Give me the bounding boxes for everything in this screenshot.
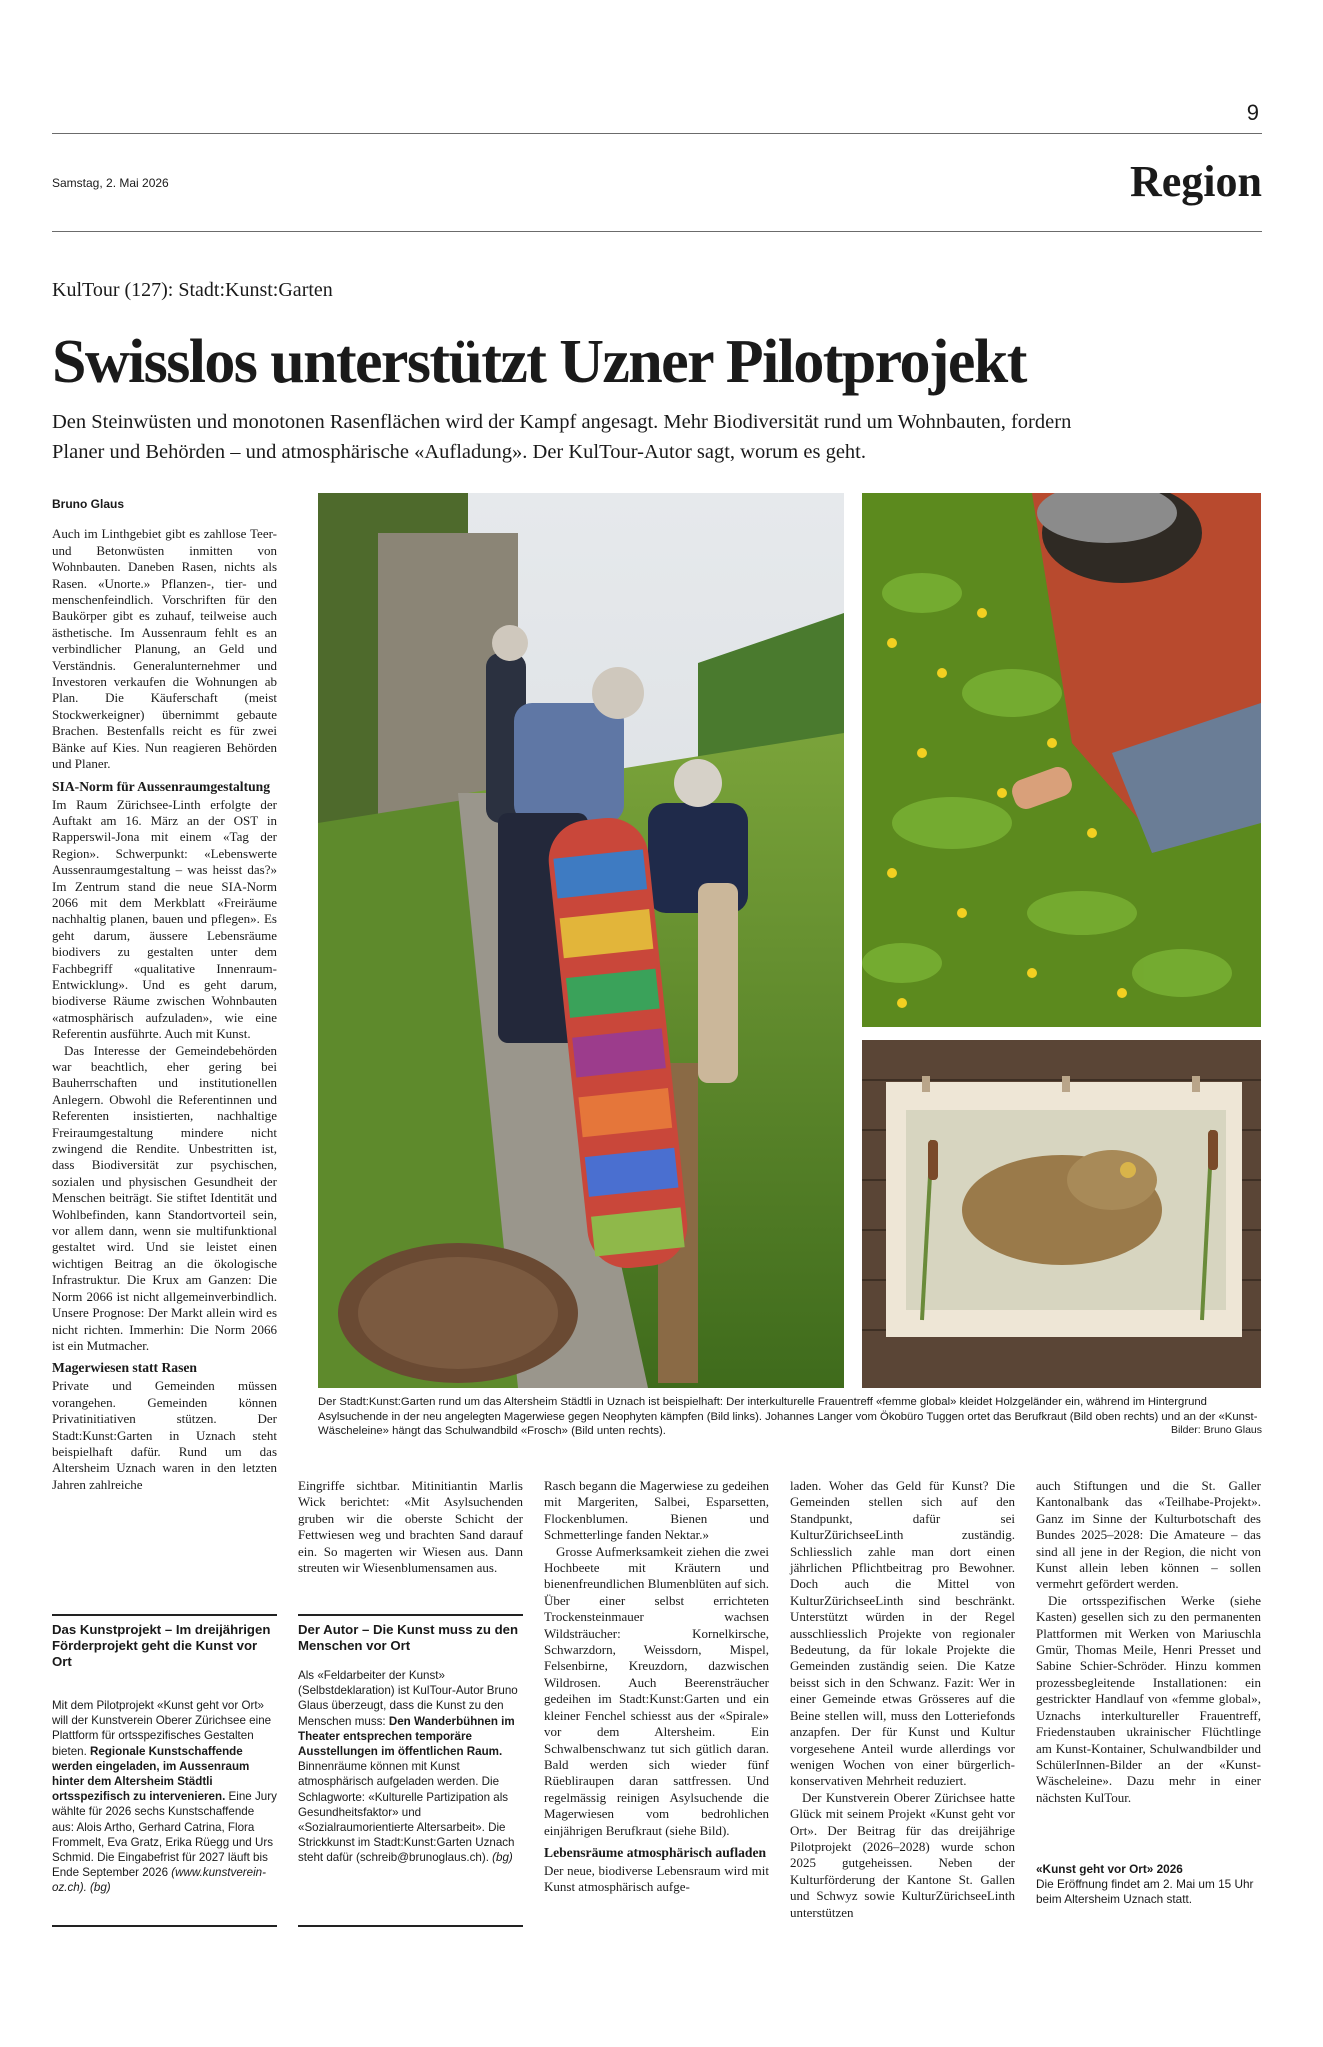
box-link[interactable]: (www.kunstverein-oz.ch). (bg)	[52, 1866, 266, 1895]
article-column-1	[52, 496, 277, 1493]
photo-frog-school-poster	[862, 1040, 1261, 1388]
photo-credit: Bilder: Bruno Glaus	[1170, 1424, 1262, 1436]
article-column-2	[298, 1478, 523, 1576]
kunstprojekt-box	[52, 1614, 277, 1927]
paragraph: Der neue, biodiverse Lebensraum wird mit Kunst atmosphärisch aufge-	[544, 1862, 769, 1895]
photo-caption: Der Stadt:Kunst:Garten rund um das Altersheim Städtli in Uznach ist beispielhaft: Der interkulturelle Frauentreff «femme global» kleidet Holzgeländer ein, während im Hintergrund Asylsuchende in der neu angelegten Magerwiese gegen Neophyten kämpfen (Bild links). Johannes Langer vom Ökobüro Tuggen ortet das Berufkraut (Bild oben rechts) und an der «Kunst-Wäscheleine» hängt das Schulwandbild «Frosch» (Bild unten rechts).	[318, 1396, 1258, 1437]
article-headline: Swisslos unterstützt Uzner Pilotprojekt	[52, 328, 1026, 396]
byline: Bruno Glaus	[52, 497, 125, 511]
paragraph: Der Kunstverein Oberer Zürichsee hatte Glück mit seinem Projekt «Kunst geht vor Ort». Der Beitrag für das dreijährige Pilotprojekt (2026–2028) wurde schon 2025 gutgeheissen. Neben der Kulturförderung der Kantone St. Gallen und Schwyz sowie KulturZürichseeLinth unterstützen	[790, 1789, 1015, 1920]
article-column-5	[1036, 1478, 1261, 1806]
frog-poster-image	[862, 1040, 1261, 1388]
paragraph: Eingriffe sichtbar. Mitinitiantin Marlis Wick berichtet: «Mit Asylsuchenden gruben wir die oberste Schicht der Fettwiesen weg und brachten Sand darauf ein. So magerten wir Wiesen aus. Dann streuten wir Wiesenblumensamen aus.	[298, 1478, 523, 1576]
box-bottom-rule	[52, 1925, 277, 1927]
paragraph: Private und Gemeinden müssen vorangehen. Gemeinden können Privatinitiativen stützen. Der Stadt:Kunst:Garten in Uznach steht beispielhaft dafür. Rund um das Altersheim Uznach waren in den letzten Jahren zahlreiche	[52, 1378, 277, 1492]
autor-box	[298, 1614, 523, 1927]
paragraph: Auch im Linthgebiet gibt es zahllose Teer- und Betonwüsten inmitten von Wohnbauten. Daneben Rasen, nichts als Rasen. «Unorte.» Pflanzen-, tier- und menschenfeindlich. Vorschriften für den Baukörper gibt es zuhauf, teilweise auch ästhetische. Im Aussenraum fehlt es an verbindlicher Planung, an Geld und Verständnis. Generalunternehmer und Investoren verkaufen die Wohnungen ab Plan. Die Käuferschaft (meist Stockwerkeigner) übernimmt gebaute Brachen. Bestenfalls reicht es für zwei Bänke auf Kies. Nun reagieren Behörden und Planer.	[52, 526, 277, 772]
box-text: Als «Feldarbeiter der Kunst» (Selbstdeklaration) ist KulTour-Autor Bruno Glaus überzeugt, dass die Kunst zu den Menschen muss:	[298, 1669, 518, 1728]
info-note-title: «Kunst geht vor Ort» 2026	[1036, 1862, 1183, 1876]
paragraph: laden. Woher das Geld für Kunst? Die Gemeinden stellen sich auf den Standpunkt, dafür sei KulturZürichseeLinth zuständig. Schliesslich zahle man dort einen jährlichen Pflichtbeitrag pro Bewohner. Doch auch die Mittel von KulturZürichseeLinth sind beschränkt. Unterstützt würden in der Regel ausschliesslich Projekte von regionaler Bedeutung, da für lokale Projekte die Gemeinden zuständig seien. Die Katze beisst sich in den Schwanz. Fazit: Wer in einer Gemeinde etwas Grösseres auf die Beine stellen will, muss den Lotteriefonds anzapfen. Der für Kunst und Kultur vorgesehene Anteil wurde allerdings vor wenigen Wochen von einer bürgerlich-konservativen Mehrheit reduziert.	[790, 1478, 1015, 1789]
article-column-4	[790, 1478, 1015, 1921]
photo-man-pointing-meadow	[862, 493, 1261, 1027]
paragraph: auch Stiftungen und die St. Galler Kantonalbank das «Teilhabe-Projekt». Ganz im Sinne der Kulturbotschaft des Bundes 2025–2028: Die Amateure – das sind all jene in der Region, die nicht von Kunst allein leben können – sollen vermehrt gefördert werden.	[1036, 1478, 1261, 1592]
paragraph: Das Interesse der Gemeindebehörden war beachtlich, eher gering bei Bauherrschaften und institutionellen Anlegern. Obwohl die Referentinnen und Referenten insistierten, nachhaltige Freiraumgestaltung mindere nicht zwingend die Rendite. Unbestritten ist, dass Biodiversität zur psychischen, sozialen und physischen Gesundheit der Menschen beiträgt. Sie stiftet Identität und Wohlbefinden, kann Standortvorteil sein, vor allem dann, wenn sie multifunktional gestaltet wird. Und sie leistet einen wichtigen Beitrag an die ökologische Infrastruktur. Die Krux am Ganzen: Die Norm 2066 ist nicht allgemeinverbindlich. Unsere Prognose: Der Markt allein wird es nicht richten. Immerhin: Die Norm 2066 ist ein Mutmacher.	[52, 1042, 277, 1353]
meadow-image	[862, 493, 1261, 1027]
knitted-railing-image	[318, 493, 844, 1388]
page-number: 9	[1246, 100, 1259, 125]
paragraph: Die ortsspezifischen Werke (siehe Kasten) gesellen sich zu den permanenten Plattformen mit Werken von Mariuschla Gmür, Thomas Meile, Henri Presset und Sabine Schier-Schröder. Hinzu kommen prozessbegleitende Installationen: ein gestrickter Handlauf von «femme global», Uznachs interkultureller Frauentreff, Friedenstauben ukrainischer Flüchtlinge am Kunst-Kontainer, Schulwandbilder und SchülerInnen-Bilder an der «Kunst-Wäscheleine». Dazu mehr in einer nächsten KulTour.	[1036, 1592, 1261, 1805]
box-title: Das Kunstprojekt – Im dreijährigen Förderprojekt geht die Kunst vor Ort	[52, 1622, 271, 1669]
section-title: Region	[1130, 157, 1262, 206]
subheading: Lebensräume atmosphärisch aufladen	[544, 1844, 767, 1860]
paragraph: Grosse Aufmerksamkeit ziehen die zwei Hochbeete mit Kräutern und bienenfreundlichen Blumenblüten auf sich. Über einer selbst errichteten Trockensteinmauer wachsen Wildsträucher: Kornelkirsche, Schwarzdorn, Weissdorn, Mispel, Felsenbirne, Kreuzdorn, dazwischen Wildrosen. Auch Beerensträucher gedeihen im Stadt:Kunst:Garten und ein kleiner Fenchel schiesst aus der «Spirale» vor dem Altersheim. Ein Schwalbenschwanz tut sich gütlich daran. Bald werden sich wieder fünf Rüebliraupen daran sattfressen. Und regelmässig reinigen Asylsuchende die Magerwiesen vom bedrohlichen einjährigen Berufkraut (siehe Bild).	[544, 1543, 769, 1838]
box-body	[52, 1698, 277, 1896]
info-note-text: Die Eröffnung findet am 2. Mai um 15 Uhr beim Altersheim Uznach statt.	[1036, 1877, 1254, 1906]
box-bottom-rule	[298, 1925, 523, 1927]
issue-date: Samstag, 2. Mai 2026	[52, 176, 169, 190]
subheading: SIA-Norm für Aussenraumgestaltung	[52, 778, 271, 794]
box-text-bold: Regionale Kunstschaffende werden eingeladen, im Aussenraum hinter dem Altersheim Städtli ortsspezifisch zu intervenieren.	[52, 1744, 250, 1804]
box-text: Eine Jury wählte für 2026 sechs Kunstschaffende aus: Alois Artho, Gerhard Catrina, Flora Frommelt, Eva Gratz, Erika Rüegg und Urs Schmid. Die Eingabefrist für 2027 läuft bis Ende September 2026	[52, 1790, 277, 1880]
article-column-3	[544, 1478, 769, 1896]
box-body	[298, 1668, 523, 1866]
box-title: Der Autor – Die Kunst muss zu den Menschen vor Ort	[298, 1622, 519, 1653]
info-note	[1036, 1862, 1261, 1907]
top-rule	[52, 133, 1262, 134]
box-text: Mit dem Pilotprojekt «Kunst geht vor Ort» will der Kunstverein Oberer Zürichsee eine Plattform für ortsspezifisches Gestalten bieten.	[52, 1699, 272, 1758]
box-text: Binnenräume können mit Kunst atmosphärisch aufgeladen werden. Die Schlagworte: «Kulturelle Partizipation als Gesundheitsfaktor» und «Sozialraumorientierte Altersarbeit». Die Strickkunst im Stadt:Kunst:Garten Uznach steht dafür (schreib@brunoglaus.ch).	[298, 1760, 515, 1865]
box-text-italic: (bg)	[492, 1851, 513, 1865]
paragraph: Rasch begann die Magerwiese zu gedeihen mit Margeriten, Salbei, Esparsetten, Flockenblumen. Bienen und Schmetterlinge fanden Nektar.»	[544, 1478, 769, 1543]
article-kicker: KulTour (127): Stadt:Kunst:Garten	[52, 279, 333, 301]
article-lead: Den Steinwüsten und monotonen Rasenflächen wird der Kampf angesagt. Mehr Biodiversität rund um Wohnbauten, fordern Planer und Behörden – und atmosphärische «Aufladung». Der KulTour-Autor sagt, worum es geht.	[52, 411, 1072, 463]
header-rule	[52, 231, 1262, 232]
paragraph: Im Raum Zürichsee-Linth erfolgte der Auftakt am 16. März an der OST in Rapperswil-Jona mit einem «Tag der Region». Schwerpunkt: «Lebenswerte Aussenraumgestaltung – was heisst das?» Im Zentrum stand die neue SIA-Norm 2066 mit dem Merkblatt «Freiräume nachhaltig planen, bauen und pflegen». Es geht darum, äussere Lebensräume biodivers zu gestalten unter dem Fachbegriff «qualitative Innenraum-Entwicklung». Und es geht darum, biodiverse Räume zwischen Wohnbauten «atmosphärisch aufzuladen», wie eine Referentin ausführte. Auch mit Kunst.	[52, 796, 277, 1042]
subheading: Magerwiesen statt Rasen	[52, 1360, 197, 1376]
box-text-bold: Den Wanderbühnen im Theater entsprechen temporäre Ausstellungen im öffentlichen Raum.	[298, 1714, 515, 1759]
photo-women-knitted-railing	[318, 493, 844, 1388]
